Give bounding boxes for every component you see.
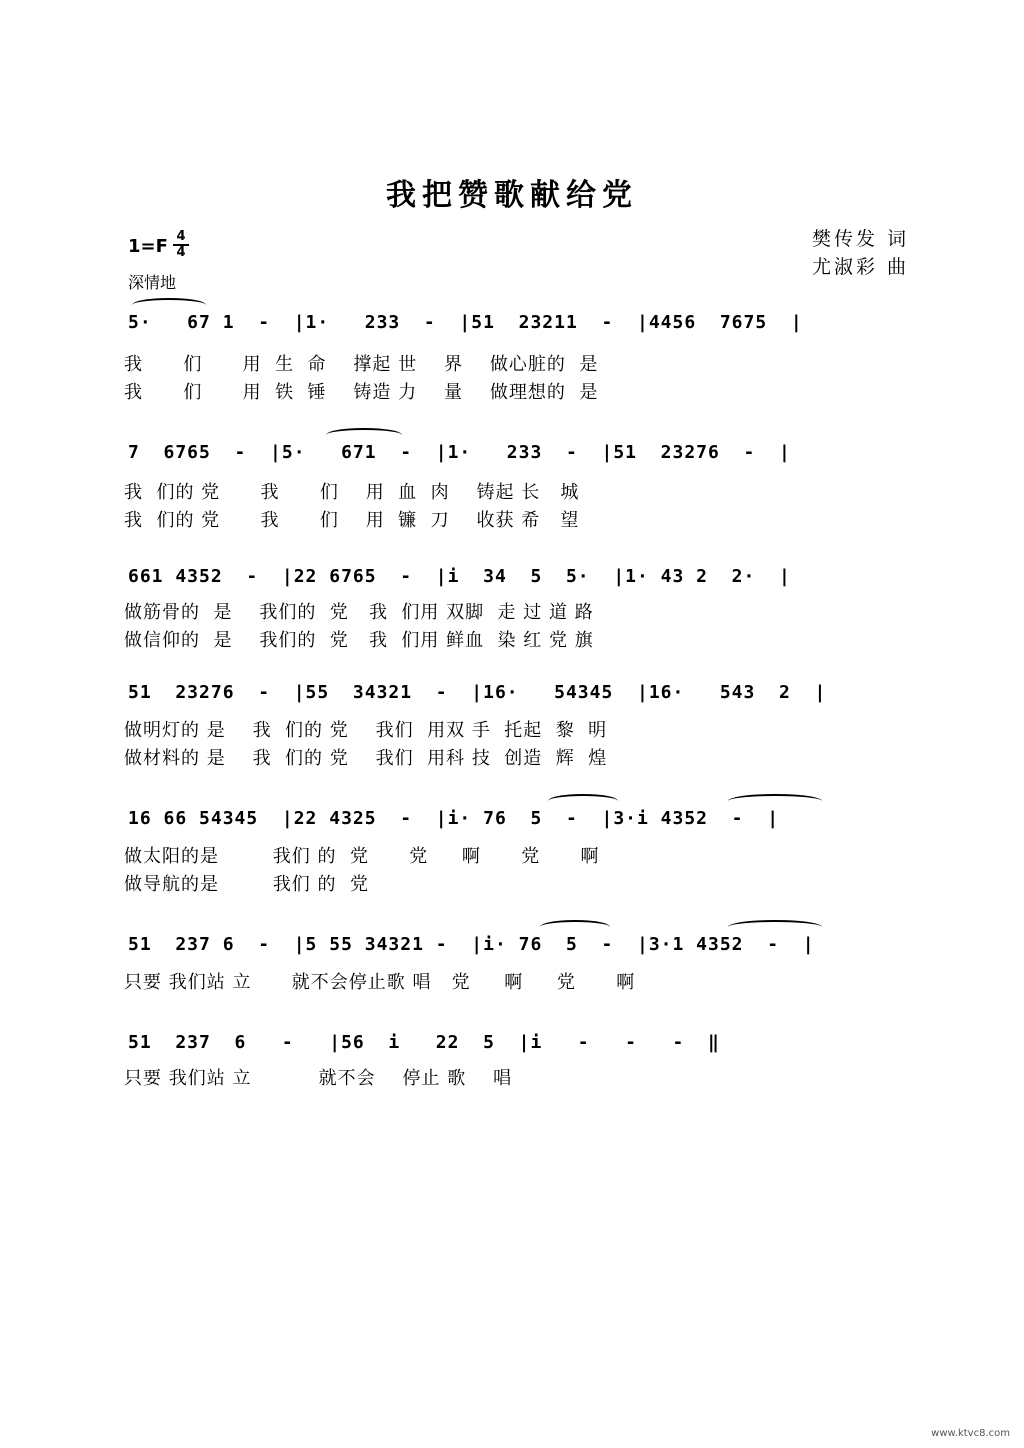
- lyricist-credit: 樊传发 词: [812, 228, 910, 250]
- notation-line: 5· 67 1 - |1· 233 - |51 23211 - |4456 7675 |: [128, 312, 803, 333]
- lyric-line: 做导航的是 我们 的 党: [124, 874, 369, 895]
- slur-mark: [548, 794, 618, 808]
- lyric-line: 只要 我们站 立 就不会停止歌 唱 党 啊 党 啊: [124, 972, 636, 993]
- score-row: [0, 1032, 1024, 1062]
- notation-line: 51 23276 - |55 34321 - |16· 54345 |16· 543 2 |: [128, 682, 827, 703]
- lyric-line: 我 们 用 生 命 撑起 世 界 做心脏的 是: [124, 354, 599, 375]
- site-watermark: www.ktvc8.com: [931, 1428, 1010, 1439]
- score-row: [0, 934, 1024, 964]
- lyric-line: 只要 我们站 立 就不会 停止 歌 唱: [124, 1068, 513, 1089]
- score-row: [0, 566, 1024, 596]
- notation-line: 661 4352 - |22 6765 - |i 34 5 5· |1· 43 2 2· |: [128, 566, 791, 587]
- lyric-line: 做信仰的 是 我们的 党 我 们用 鲜血 染 红 党 旗: [124, 630, 594, 651]
- tempo-marking: 深情地: [128, 273, 177, 292]
- notation-line: 16 66 54345 |22 4325 - |i· 76 5 - |3·i 4352 - |: [128, 808, 780, 829]
- lyric-line: 做明灯的 是 我 们的 党 我们 用双 手 托起 黎 明: [124, 720, 608, 741]
- key-signature: 1=F: [128, 236, 168, 257]
- notation-line: 51 237 6 - |56 i 22 5 |i - - - ‖: [128, 1032, 720, 1053]
- score-row: [0, 808, 1024, 838]
- lyric-line: 我 们 用 铁 锤 铸造 力 量 做理想的 是: [124, 382, 599, 403]
- slur-mark: [728, 920, 822, 934]
- slur-mark: [728, 794, 822, 808]
- lyric-line: 我 们的 党 我 们 用 镰 刀 收获 希 望: [124, 510, 580, 531]
- score-row: [0, 682, 1024, 712]
- slur-mark: [132, 298, 206, 312]
- lyric-line: 做筋骨的 是 我们的 党 我 们用 双脚 走 过 道 路: [124, 602, 594, 623]
- time-signature-top: 4: [176, 229, 186, 244]
- notation-line: 7 6765 - |5· 671 - |1· 233 - |51 23276 - |: [128, 442, 791, 463]
- lyric-line: 做材料的 是 我 们的 党 我们 用科 技 创造 辉 煌: [124, 748, 608, 769]
- lyric-line: 我 们的 党 我 们 用 血 肉 铸起 长 城: [124, 482, 580, 503]
- slur-mark: [540, 920, 610, 934]
- notation-line: 51 237 6 - |5 55 34321 - |i· 76 5 - |3·1 4352 - |: [128, 934, 815, 955]
- score-row: [0, 312, 1024, 342]
- lyric-line: 做太阳的是 我们 的 党 党 啊 党 啊: [124, 846, 600, 867]
- score-row: [0, 442, 1024, 472]
- slur-mark: [326, 428, 402, 442]
- composer-credit: 尤淑彩 曲: [812, 256, 910, 278]
- time-signature-bottom: 4: [173, 244, 189, 260]
- time-signature: [173, 230, 189, 260]
- song-title: 我把赞歌献给党: [386, 178, 638, 213]
